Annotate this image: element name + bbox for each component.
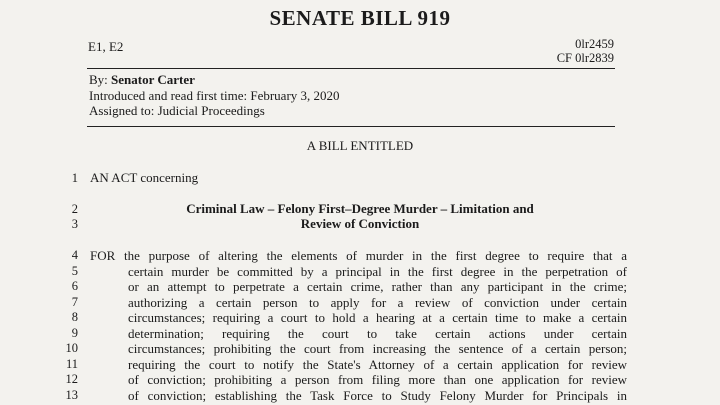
- line-number: 13: [65, 387, 78, 402]
- line-number: 9: [71, 325, 78, 340]
- text-line: [0, 388, 720, 404]
- by-label: By:: [89, 72, 108, 87]
- line-number: 12: [65, 372, 78, 386]
- line-text: FOR the purpose of altering the elements of murder in the first degree to require that a: [90, 248, 627, 263]
- line-text: authorizing a certain person to apply for a review of conviction under certain: [128, 294, 627, 310]
- text-line: [0, 341, 720, 357]
- drafting-codes: [557, 37, 614, 65]
- line-number: 6: [71, 279, 78, 293]
- line-text: certain murder be committed by a principal in the first degree in the perpetration of: [128, 263, 627, 279]
- line-number: 10: [65, 341, 78, 355]
- line-number: 4: [71, 248, 78, 262]
- assigned-line: Assigned to: Judicial Proceedings: [89, 103, 265, 118]
- line-number: 3: [71, 217, 78, 231]
- introduced-line: Introduced and read first time: February 3, 2020: [89, 87, 340, 103]
- line-text: or an attempt to perpetrate a certain crime, rather than any participant in the crime;: [128, 279, 627, 294]
- line-number: 7: [71, 294, 78, 309]
- line-number: 8: [71, 310, 78, 324]
- text-line: [0, 295, 720, 311]
- subject-codes: E1, E2: [88, 39, 124, 54]
- text-line: [0, 326, 720, 342]
- line-text: circumstances; requiring a court to hold a hearing at a certain time to make a certain: [128, 310, 627, 325]
- line-text: determination; requiring the court to take certain actions under certain: [128, 325, 627, 341]
- text-line: [0, 357, 720, 373]
- bill-meta: [89, 72, 340, 119]
- text-line: [0, 372, 720, 388]
- bill-heading-line-1: Criminal Law – Felony First–Degree Murder – Limitation and: [186, 201, 534, 216]
- line-number: 2: [71, 202, 78, 216]
- act-concerning: AN ACT concerning: [90, 170, 199, 185]
- line-text: circumstances; prohibiting the court from increasing the sentence of a certain person;: [128, 341, 627, 356]
- line-text: of conviction; prohibiting a person from filing more than one application for review: [128, 372, 627, 387]
- text-line: [0, 264, 720, 280]
- text-line: [0, 310, 720, 326]
- bottom-divider: [87, 126, 615, 127]
- sponsor-line: [89, 72, 340, 88]
- top-divider: [87, 68, 615, 69]
- bill-entitled: A BILL ENTITLED: [306, 138, 414, 153]
- sponsor-name: Senator Carter: [111, 72, 195, 87]
- drafting-code-1: 0lr2459: [575, 37, 614, 51]
- line-number: 5: [71, 263, 78, 278]
- line-number: 1: [71, 171, 78, 185]
- line-text: requiring the court to notify the State's Attorney of a certain application for review: [128, 356, 627, 372]
- text-line: [0, 248, 720, 264]
- line-number: 11: [65, 356, 78, 371]
- line-text: of conviction; establishing the Task Force to Study Felony Murder for Principals in: [128, 387, 627, 403]
- drafting-code-2: CF 0lr2839: [556, 51, 614, 65]
- bill-title: SENATE BILL 919: [269, 6, 451, 30]
- bill-heading-line-2: Review of Conviction: [300, 216, 420, 231]
- text-line: [0, 279, 720, 295]
